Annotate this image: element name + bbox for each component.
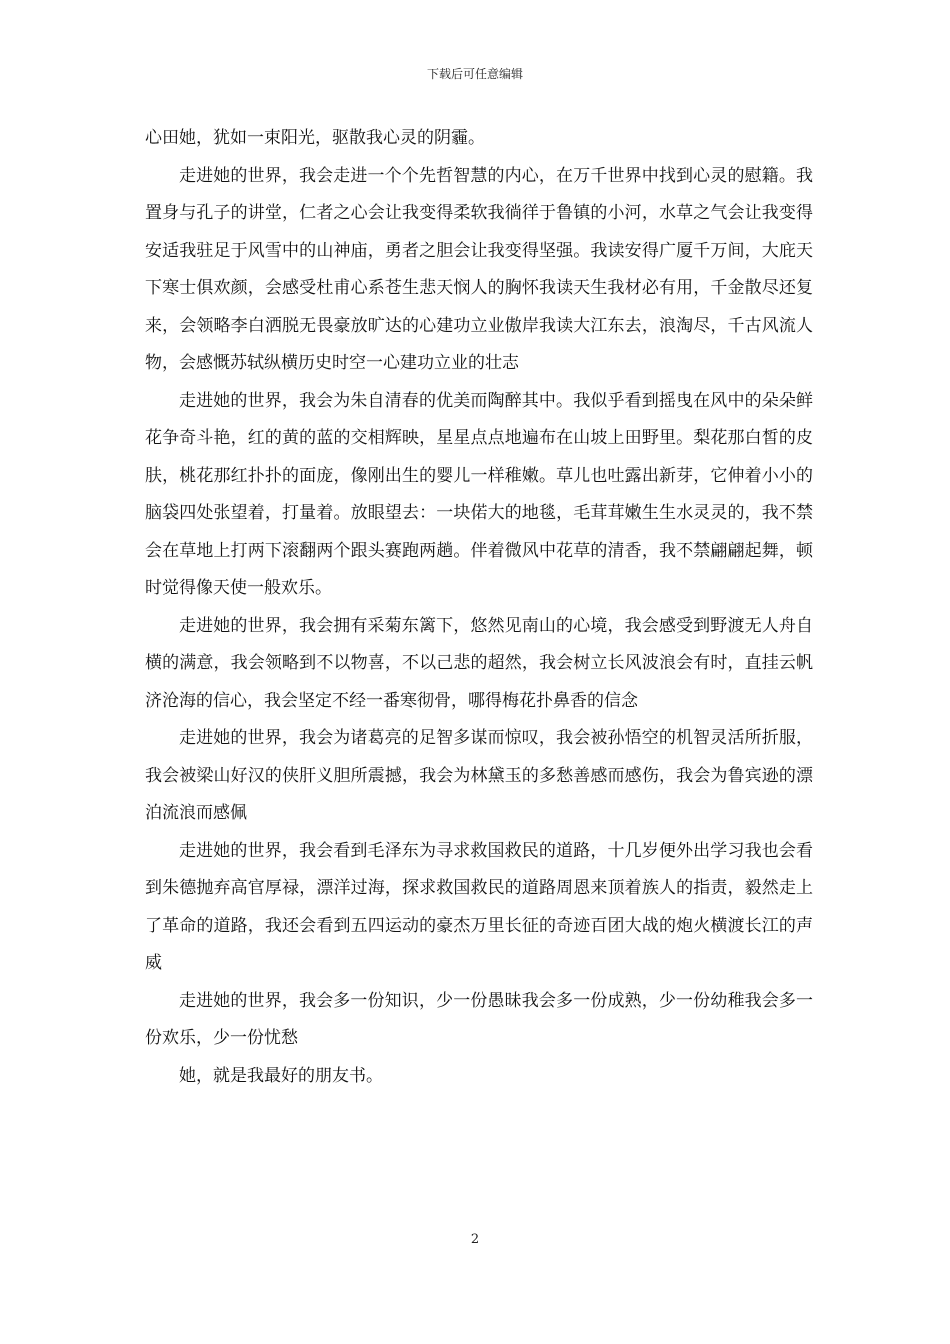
document-body (145, 120, 813, 1095)
paragraph: 心田她，犹如一束阳光，驱散我心灵的阴霾。 (145, 128, 485, 148)
paragraph: 走进她的世界，我会多一份知识，少一份愚昧我会多一份成熟，少一份幼稚我会多一份欢乐，少一份忧愁 (145, 990, 813, 1048)
page-header: 下载后可任意编辑 (426, 67, 523, 81)
paragraph: 她，就是我最好的朋友书。 (179, 1065, 383, 1086)
paragraph: 走进她的世界，我会为朱自清春的优美而陶醉其中。我似乎看到摇曳在风中的朵朵鲜花争奇斗艳，红的黄的蓝的交相辉映，星星点点地遍布在山坡上田野里。梨花那白皙的皮肤，桃花那红扑扑的面庞，像刚出生的婴儿一样稚嫩。草儿也吐露出新芽，它伸着小小的脑袋四处张望着，打量着。放眼望去：一块偌大的地毯，毛茸茸嫩生生水灵灵的，我不禁会在草地上打两下滚翻两个跟头赛跑两趟。伴着微风中花草的清香，我不禁翩翩起舞，顿时觉得像天使一般欢乐。 (145, 390, 813, 598)
paragraph: 走进她的世界，我会走进一个个先哲智慧的内心，在万千世界中找到心灵的慰籍。我置身与孔子的讲堂，仁者之心会让我变得柔软我徜徉于鲁镇的小河，水草之气会让我变得安适我驻足于风雪中的山神庙，勇者之胆会让我变得坚强。我读安得广厦千万间，大庇天下寒士俱欢颜，会感受杜甫心系苍生悲天悯人的胸怀我读天生我材必有用，千金散尽还复来，会领略李白洒脱无畏豪放旷达的心建功立业傲岸我读大江东去，浪淘尽，千古风流人物，会感慨苏轼纵横历史时空一心建功立业的壮志 (145, 165, 813, 373)
paragraph: 走进她的世界，我会拥有采菊东篱下，悠然见南山的心境，我会感受到野渡无人舟自横的满意，我会领略到不以物喜，不以己悲的超然，我会树立长风波浪会有时，直挂云帆济沧海的信心，我会坚定不经一番寒彻骨，哪得梅花扑鼻香的信念 (145, 615, 813, 711)
paragraph: 走进她的世界，我会看到毛泽东为寻求救国救民的道路，十几岁便外出学习我也会看到朱德抛弃高官厚禄，漂洋过海，探求救国救民的道路周恩来顶着族人的指责，毅然走上了革命的道路，我还会看到五四运动的豪杰万里长征的奇迹百团大战的炮火横渡长江的声威 (145, 840, 813, 973)
paragraph: 走进她的世界，我会为诸葛亮的足智多谋而惊叹，我会被孙悟空的机智灵活所折服，我会被梁山好汉的侠肝义胆所震撼，我会为林黛玉的多愁善感而感伤，我会为鲁宾逊的漂泊流浪而感佩 (145, 728, 813, 823)
page-number: 2 (470, 1232, 480, 1247)
